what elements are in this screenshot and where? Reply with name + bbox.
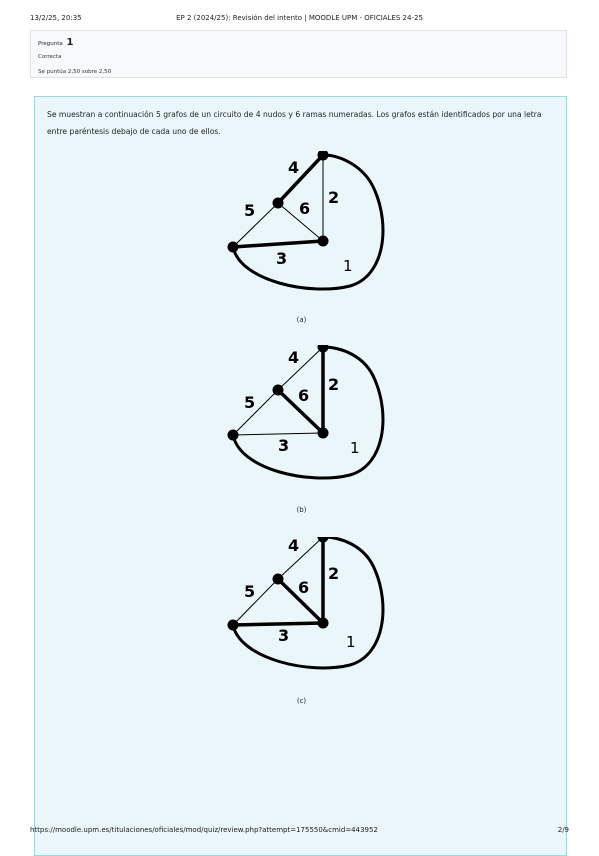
graph-c-label-1: 1	[346, 633, 356, 651]
graph-c-drawing	[210, 537, 400, 687]
graph-b-caption: (b)	[296, 506, 307, 514]
graph-a-label-1: 1	[343, 257, 353, 275]
graph-c-branch-5	[233, 579, 278, 625]
graph-b-label-6: 6	[298, 386, 310, 405]
graph-c-label-4: 4	[288, 537, 300, 555]
graph-b-drawing	[210, 345, 400, 495]
graph-b-label-1: 1	[350, 439, 360, 457]
graph-a-label-6: 6	[299, 199, 311, 218]
question-text: Se muestran a continuación 5 grafos de un circuito de 4 nudos y 6 ramas numeradas. Los grafos están identificados por una letra entre paréntesis debajo de cada uno de ellos.	[47, 110, 542, 136]
graph-a-caption: (a)	[296, 316, 307, 324]
question-state: Correcta	[38, 54, 62, 60]
graph-c-node	[318, 618, 329, 629]
graph-b-branch-3	[233, 433, 323, 435]
question-number: 1	[66, 37, 74, 48]
graph-b-label-4: 4	[288, 348, 300, 367]
graph-b-label-2: 2	[328, 375, 340, 394]
graph-c-label-6: 6	[298, 578, 310, 597]
graph-a-label-3: 3	[276, 249, 288, 268]
graph-c-node	[228, 620, 239, 631]
graph-c-caption: (c)	[296, 697, 307, 705]
print-page-title: EP 2 (2024/25): Revisión del intento | MOODLE UPM - OFICIALES 24-25	[176, 14, 423, 22]
print-datetime: 13/2/25, 20:35	[30, 14, 82, 22]
question-label-text: Pregunta	[38, 41, 63, 47]
graph-a-label-4: 4	[288, 158, 300, 177]
graph-c-label-2: 2	[328, 564, 340, 583]
question-label	[38, 37, 73, 48]
graph-b	[210, 345, 400, 499]
graph-b-label-5: 5	[244, 393, 256, 412]
graph-a-drawing	[210, 151, 400, 301]
graph-a-label-2: 2	[328, 188, 340, 207]
graph-a-node	[318, 236, 329, 247]
graph-b-label-3: 3	[278, 436, 290, 455]
graph-b-node	[318, 428, 329, 439]
graph-a	[210, 151, 400, 305]
graph-c-label-5: 5	[244, 582, 256, 601]
question-content	[34, 96, 567, 856]
graph-b-node	[228, 430, 239, 441]
print-page-number: 2/9	[557, 826, 569, 834]
graph-a-branch-3	[233, 241, 323, 247]
graph-c-label-3: 3	[278, 626, 290, 645]
graph-b-branch-4	[278, 347, 323, 390]
graph-a-label-5: 5	[244, 201, 256, 220]
graph-a-branch-5	[233, 203, 278, 247]
graph-a-node	[273, 198, 284, 209]
question-info-panel	[30, 30, 567, 78]
graph-b-branch-5	[233, 390, 278, 435]
question-grade: Se puntúa 2,50 sobre 2,50	[38, 69, 112, 75]
graph-a-branch-1	[233, 155, 383, 289]
graph-c-node	[318, 537, 329, 543]
graph-c-branch-3	[233, 623, 323, 625]
graph-c-node	[273, 574, 284, 585]
graph-a-node	[228, 242, 239, 253]
graph-c-branch-4	[278, 537, 323, 579]
print-url: https://moodle.upm.es/titulaciones/oficiales/mod/quiz/review.php?attempt=175550&cmid=443952	[30, 826, 378, 834]
graph-c	[210, 537, 400, 691]
graph-a-branch-4	[278, 155, 323, 203]
graph-b-node	[273, 385, 284, 396]
graph-b-node	[318, 345, 329, 353]
